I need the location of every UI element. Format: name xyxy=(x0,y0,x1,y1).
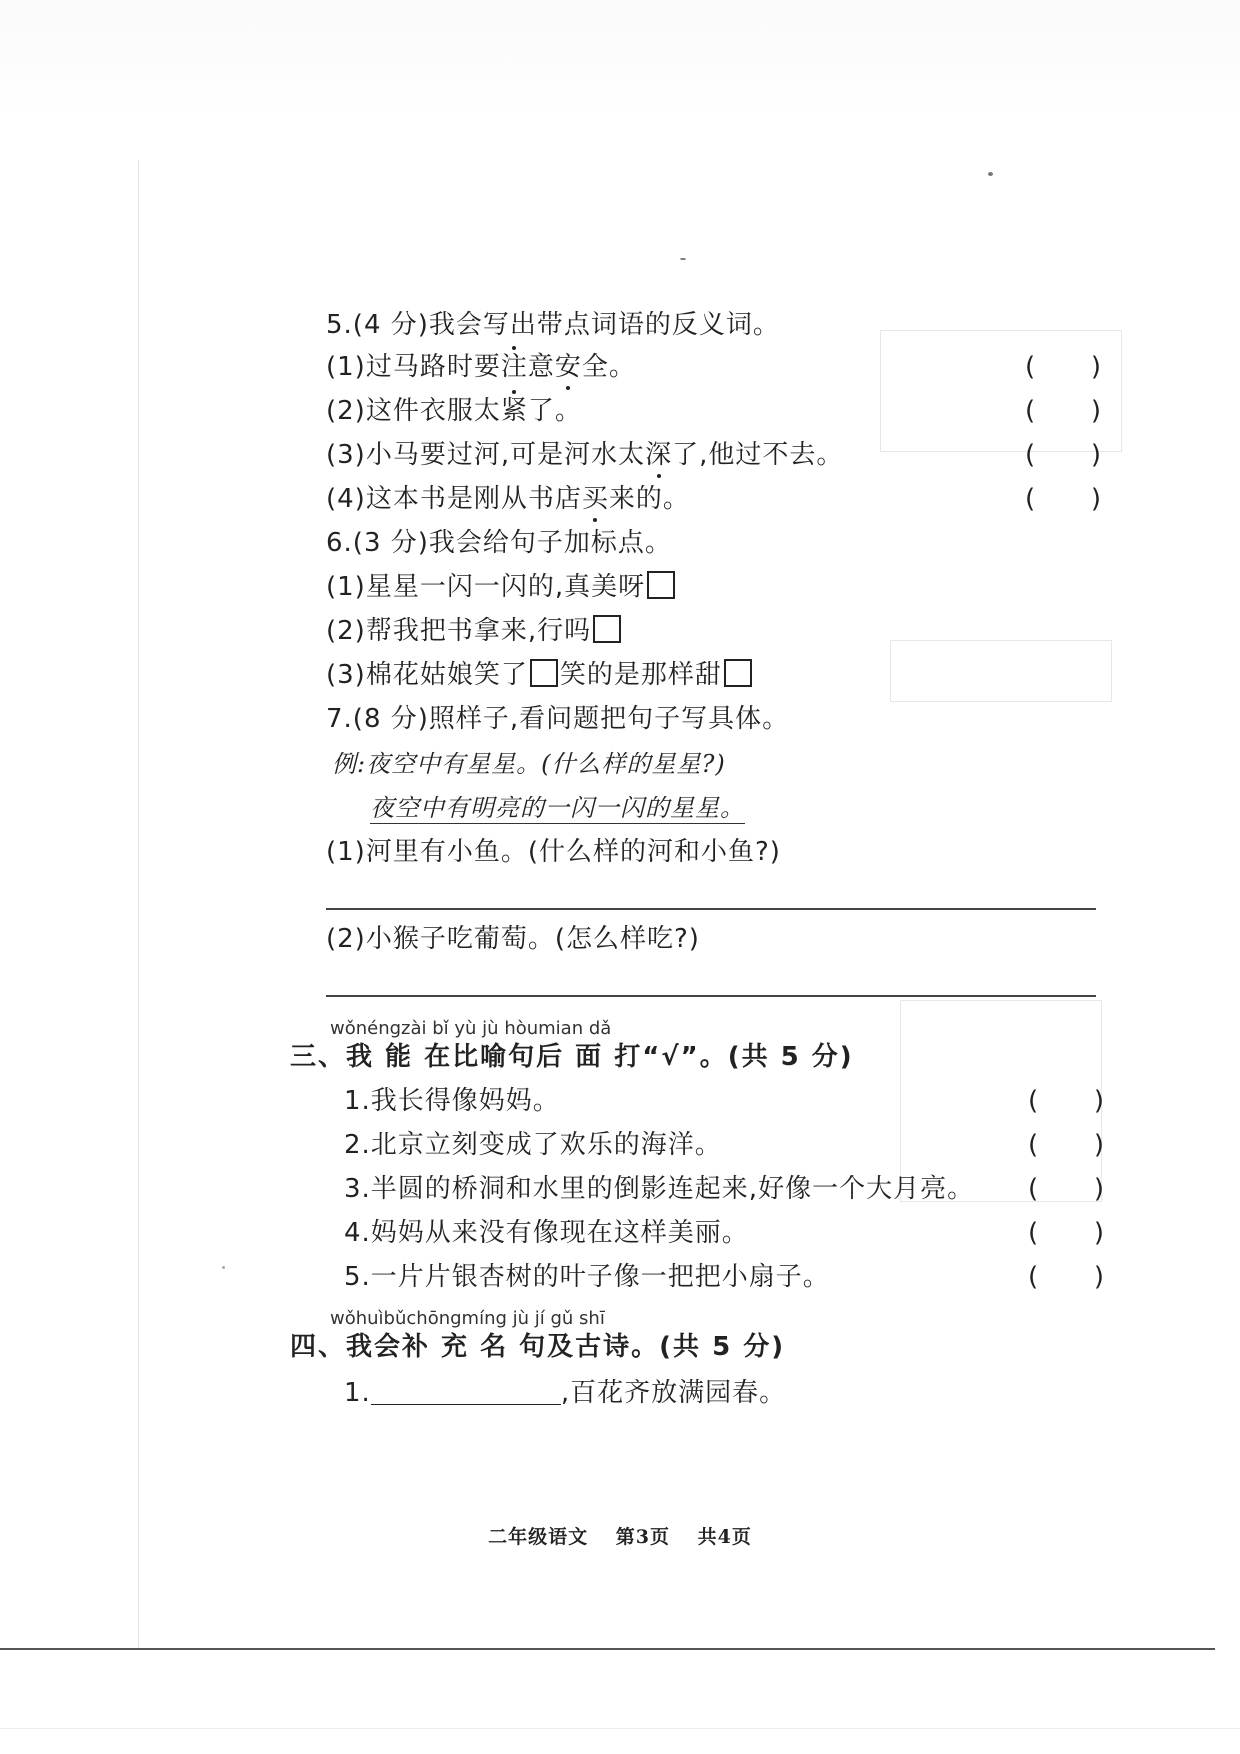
q5-item-4-pre: (4)这本书是刚从书店 xyxy=(326,484,582,514)
q5-item-2-dotted: 紧 xyxy=(500,396,528,426)
q7-item-2: (2)小猴子吃葡萄。(怎么样吃?) xyxy=(326,924,700,954)
q7-title: 7.(8 分)照样子,看问题把句子写具体。 xyxy=(326,704,790,734)
q6-item-2-text: (2)帮我把书拿来,行吗 xyxy=(326,616,592,646)
q5-answer-paren-3[interactable]: ( ) xyxy=(1025,440,1101,470)
punctuation-box[interactable] xyxy=(647,571,675,599)
sec3-item-4: 4.妈妈从来没有像现在这样美丽。 xyxy=(344,1218,749,1248)
q6-item-3-text-a: (3)棉花姑娘笑了 xyxy=(326,660,528,690)
q5-item-3 xyxy=(326,438,843,472)
bleed-through-frame xyxy=(890,640,1112,702)
sec4-item-1 xyxy=(344,1376,786,1410)
q6-item-3 xyxy=(326,658,754,692)
q5-item-1-pre: (1)过马路时要 xyxy=(326,352,501,382)
q5-answer-paren-1[interactable]: ( ) xyxy=(1025,352,1101,382)
q5-item-3-dotted: 深 xyxy=(645,440,673,470)
scan-bottom-edge xyxy=(0,1728,1240,1729)
punctuation-box[interactable] xyxy=(530,659,558,687)
q6-item-2 xyxy=(326,614,623,648)
sec3-title: 三、我 能 在比喻句后 面 打“√”。(共 5 分) xyxy=(290,1042,854,1072)
sec4-item-1-text: ,百花齐放满园春。 xyxy=(560,1378,787,1408)
sec3-pinyin: wǒnéngzài bǐ yù jù hòumian dǎ xyxy=(330,1018,612,1039)
footer-subject: 二年级语文 xyxy=(488,1526,589,1548)
q6-item-1 xyxy=(326,570,677,604)
q5-title: 5.(4 分)我会写出带点词语的反义词。 xyxy=(326,310,780,340)
q6-item-3-text-b: 笑的是那样甜 xyxy=(559,660,722,690)
sec3-item-1: 1.我长得像妈妈。 xyxy=(344,1086,560,1116)
sec3-answer-paren-2[interactable]: ( ) xyxy=(1028,1130,1104,1160)
q6-title: 6.(3 分)我会给句子加标点。 xyxy=(326,528,672,558)
q7-example-answer-text: 夜空中有明亮的一闪一闪的星星。 xyxy=(370,794,745,822)
q5-item-2-pre: (2)这件衣服太 xyxy=(326,396,501,426)
q5-item-1-dotted-1: 注 xyxy=(500,352,528,382)
scan-speck xyxy=(988,172,993,176)
q5-item-4-dotted: 买 xyxy=(581,484,609,514)
q5-item-1-dotted-2: 安 xyxy=(554,352,582,382)
q5-item-1-post: 全。 xyxy=(581,352,636,382)
q7-answer-line-2[interactable] xyxy=(326,995,1096,997)
q5-answer-paren-2[interactable]: ( ) xyxy=(1025,396,1101,426)
q5-item-2 xyxy=(326,394,582,428)
footer-total: 共4页 xyxy=(697,1526,752,1548)
q7-example-question: 例:夜空中有星星。(什么样的星星?) xyxy=(332,750,726,778)
q5-item-4 xyxy=(326,482,690,516)
page-footer xyxy=(0,1522,1240,1549)
q5-answer-paren-4[interactable]: ( ) xyxy=(1025,484,1101,514)
footer-page: 第3页 xyxy=(615,1526,670,1548)
fill-in-blank[interactable] xyxy=(371,1378,561,1405)
q5-item-2-post: 了。 xyxy=(527,396,582,426)
scan-speck xyxy=(222,1266,225,1269)
q5-item-3-pre: (3)小马要过河,可是河水太 xyxy=(326,440,646,470)
bleed-through-frame xyxy=(880,330,1122,452)
sec3-answer-paren-3[interactable]: ( ) xyxy=(1028,1174,1104,1204)
punctuation-box[interactable] xyxy=(724,659,752,687)
sec3-item-3: 3.半圆的桥洞和水里的倒影连起来,好像一个大月亮。 xyxy=(344,1174,975,1204)
q6-item-1-text: (1)星星一闪一闪的,真美呀 xyxy=(326,572,646,602)
q5-item-3-post: 了,他过不去。 xyxy=(672,440,844,470)
sec4-title: 四、我会补 充 名 句及古诗。(共 5 分) xyxy=(290,1332,786,1362)
sec3-item-2: 2.北京立刻变成了欢乐的海洋。 xyxy=(344,1130,722,1160)
q7-example-answer xyxy=(370,791,745,825)
page-bottom-edge xyxy=(0,1648,1215,1650)
scan-speck xyxy=(680,258,686,260)
sec3-answer-paren-4[interactable]: ( ) xyxy=(1028,1218,1104,1248)
sec4-pinyin: wǒhuìbǔchōngmíng jù jí gǔ shī xyxy=(330,1308,605,1329)
q7-item-1: (1)河里有小鱼。(什么样的河和小鱼?) xyxy=(326,837,781,867)
scan-top-shade xyxy=(0,0,1240,120)
q7-answer-line-1[interactable] xyxy=(326,908,1096,910)
sec4-item-1-number: 1. xyxy=(344,1378,371,1408)
q5-item-1 xyxy=(326,350,636,384)
q5-item-4-post: 来的。 xyxy=(608,484,690,514)
punctuation-box[interactable] xyxy=(593,615,621,643)
sec3-answer-paren-1[interactable]: ( ) xyxy=(1028,1086,1104,1116)
sec3-answer-paren-5[interactable]: ( ) xyxy=(1028,1262,1104,1292)
q5-item-1-mid: 意 xyxy=(527,352,555,382)
sec3-item-5: 5.一片片银杏树的叶子像一把把小扇子。 xyxy=(344,1262,830,1292)
page-left-edge xyxy=(138,160,139,1650)
